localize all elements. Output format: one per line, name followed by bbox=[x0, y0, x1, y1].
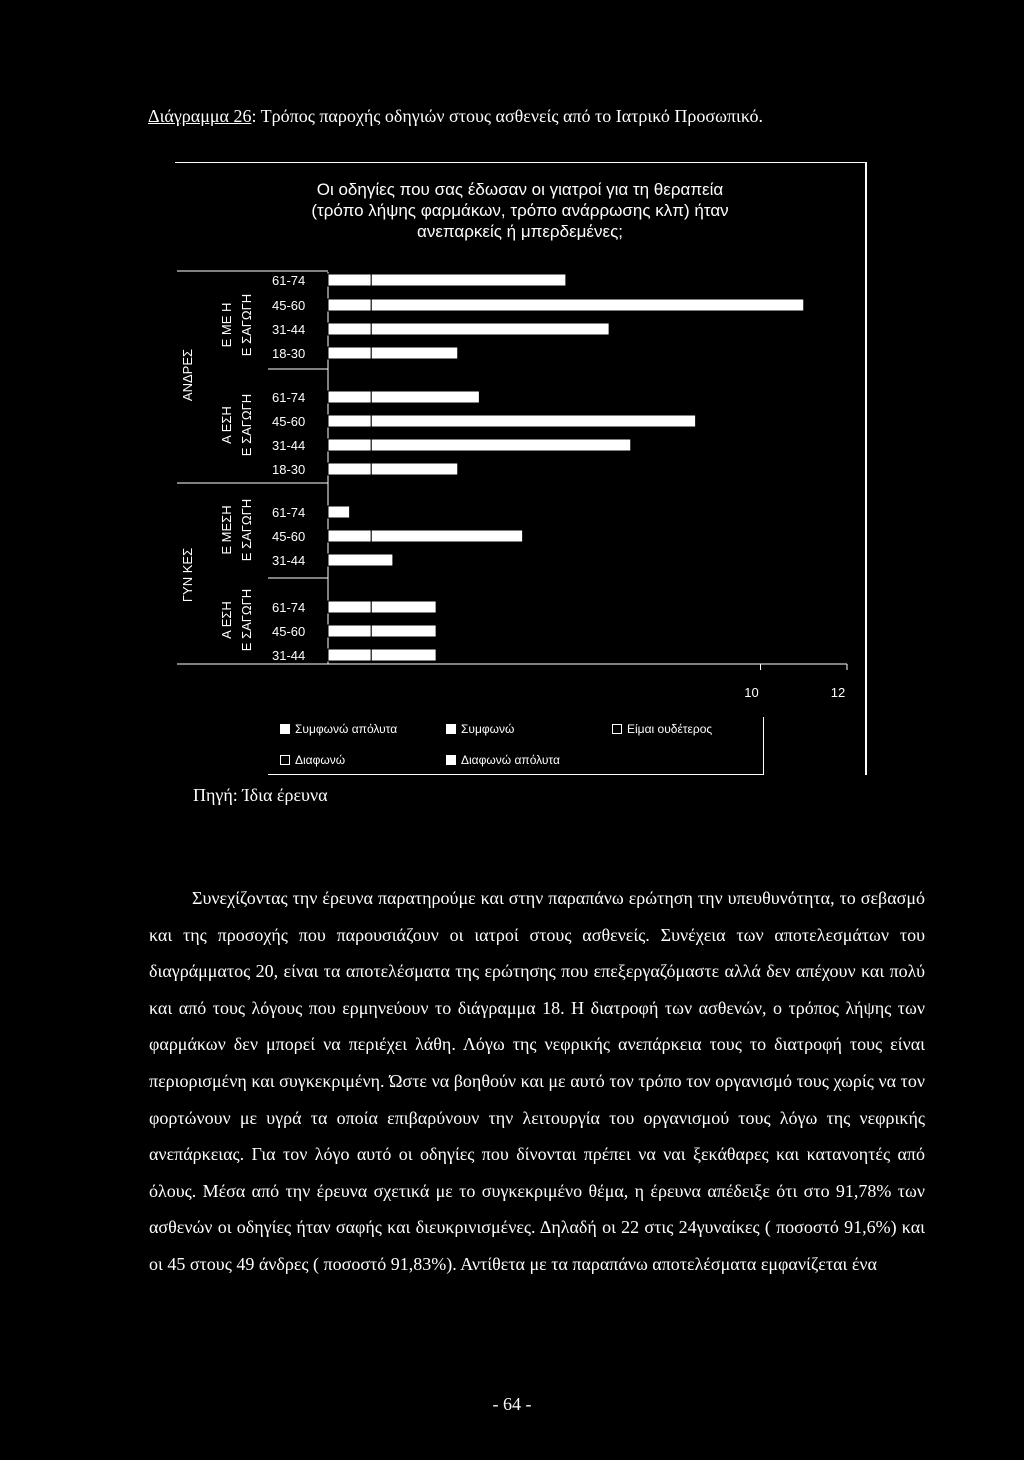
subgroup-label: Ε ΜΕ Η bbox=[219, 302, 234, 348]
category-label: 45-60 bbox=[272, 298, 306, 313]
subgroup-label: Ε ΣΑΓΩΓΗ bbox=[239, 293, 254, 357]
category-label: 61-74 bbox=[272, 273, 306, 288]
bar-segment bbox=[328, 347, 371, 359]
bar-segment bbox=[328, 554, 393, 566]
category-label: 31-44 bbox=[272, 553, 306, 568]
x-tick-label: 12 bbox=[830, 685, 846, 700]
category-label: 31-44 bbox=[272, 322, 306, 337]
category-label: 18-30 bbox=[272, 462, 306, 477]
category-label: 45-60 bbox=[272, 529, 306, 544]
bar-segment bbox=[371, 299, 804, 311]
bar-segment bbox=[328, 323, 371, 335]
bar-segment bbox=[371, 625, 436, 637]
bar-segment bbox=[371, 274, 566, 286]
subgroup-label: Ε ΣΑΓΩΓΗ bbox=[239, 393, 254, 457]
source-note: Πηγή: Ίδια έρευνα bbox=[193, 785, 328, 805]
subgroup-label: Α ΕΣΗ bbox=[219, 601, 234, 639]
legend-swatch-icon bbox=[280, 755, 290, 765]
legend-item bbox=[280, 722, 397, 736]
category-label: 61-74 bbox=[272, 390, 306, 405]
category-label: 31-44 bbox=[272, 648, 306, 663]
legend-swatch-icon bbox=[446, 724, 456, 734]
category-label: 45-60 bbox=[272, 414, 306, 429]
bar-segment bbox=[371, 530, 522, 542]
category-label: 61-74 bbox=[272, 600, 306, 615]
bar-segment bbox=[328, 274, 371, 286]
bar-segment bbox=[371, 649, 436, 661]
bar-segment bbox=[328, 601, 371, 613]
figure-caption-text: : Τρόπος παροχής οδηγιών στους ασθενείς από το Ιατρικό Προσωπικό. bbox=[251, 106, 764, 126]
chart-title-line: Οι οδηγίες που σας έδωσαν οι γιατροί για τη θεραπεία bbox=[316, 180, 724, 199]
legend-swatch-icon bbox=[612, 724, 622, 734]
bar-segment bbox=[371, 391, 479, 403]
bar-segment bbox=[328, 649, 371, 661]
bar-segment bbox=[328, 439, 371, 451]
page-number: - 64 - bbox=[492, 1394, 532, 1414]
chart-title-line: ανεπαρκείς ή μπερδεμένες; bbox=[416, 222, 624, 241]
subgroup-label: Α ΕΣΗ bbox=[219, 406, 234, 444]
bar-segment bbox=[328, 391, 371, 403]
legend-item bbox=[446, 753, 560, 767]
category-label: 45-60 bbox=[272, 624, 306, 639]
x-tick-label: 10 bbox=[744, 685, 759, 700]
bar-segment bbox=[328, 506, 350, 518]
legend-swatch-icon bbox=[446, 755, 456, 765]
subgroup-label: Ε ΜΕΣΗ bbox=[219, 505, 234, 555]
bar-segment bbox=[328, 299, 371, 311]
bar-segment bbox=[328, 415, 371, 427]
category-label: 61-74 bbox=[272, 505, 306, 520]
chart-legend bbox=[268, 717, 764, 775]
legend-label: Είμαι ουδέτερος bbox=[627, 722, 713, 736]
bar-segment bbox=[371, 463, 458, 475]
subgroup-label: Ε ΣΑΓΩΓΗ bbox=[239, 588, 254, 652]
legend-label: Διαφωνώ bbox=[295, 753, 346, 767]
legend-label: Συμφωνώ απόλυτα bbox=[295, 722, 398, 736]
bar-segment bbox=[328, 530, 371, 542]
legend-label: Διαφωνώ απόλυτα bbox=[461, 753, 560, 767]
group-label: ΑΝΔΡΕΣ bbox=[180, 348, 195, 402]
legend-item bbox=[280, 753, 345, 767]
category-label: 31-44 bbox=[272, 438, 306, 453]
legend-item bbox=[612, 722, 712, 736]
bar-segment bbox=[371, 347, 458, 359]
paragraph: Συνεχίζοντας την έρευνα παρατηρούμε και στην παραπάνω ερώτηση την υπευθυνότητα, το σεβασμό και της προσοχής που παρουσιάζουν οι ιατροί στους ασθενείς. Συνέχεια των αποτελεσμάτων του διαγράμματος 20, είναι τα αποτελέσματα της ερώτησης που επεξεργαζόμαστε αλλά δεν απέχουν και πολύ και από τους λόγους που ερμηνεύουν το διάγραμμα 18. Η διατροφή των ασθενών, ο τρόπος λήψης των φαρμάκων δεν μπορεί να περιέχει λάθη. Λόγω της νεφρικής ανεπάρκεια τους το διατροφή τους είναι περιορισμένη και συγκεκριμένη. Ώστε να βοηθούν και με αυτό τον τρόπο τον οργανισμό τους χωρίς να τον φορτώνουν με υγρά τα οποία επιβαρύνουν την λειτουργία του οργανισμού τους λόγω της νεφρικής ανεπάρκειας. Για τον λόγο αυτό οι οδηγίες που δίνονται πρέπει να ναι ξεκάθαρες και κατανοητές από όλους. Μέσα από την έρευνα σχετικά με το συγκεκριμένο θέμα, η έρευνα απέδειξε ότι στο 91,78% των ασθενών οι οδηγίες ήταν σαφής και διευκρινισμένες. Δηλαδή οι 22 στις 24γυναίκες ( ποσοστό 91,6%) και οι 45 στους 49 άνδρες ( ποσοστό 91,83%). Αντίθετα με τα παραπάνω αποτελέσματα εμφανίζεται ένα bbox=[149, 888, 925, 1274]
subgroup-label: Ε ΣΑΓΩΓΗ bbox=[239, 498, 254, 562]
bar-segment bbox=[371, 415, 695, 427]
legend-item bbox=[446, 722, 514, 736]
figure-number: Διάγραμμα 26 bbox=[148, 106, 252, 126]
bar-segment bbox=[371, 601, 436, 613]
group-label: ΓΥΝ ΚΕΣ bbox=[180, 547, 195, 603]
body-text bbox=[149, 880, 925, 1283]
bar-segment bbox=[371, 323, 609, 335]
bar-segment bbox=[328, 625, 371, 637]
category-label: 18-30 bbox=[272, 346, 306, 361]
bar-segment bbox=[328, 463, 371, 475]
legend-swatch-icon bbox=[280, 724, 290, 734]
chart-title-line: (τρόπο λήψης φαρμάκων, τρόπο ανάρρωσης κλπ) ήταν bbox=[311, 201, 729, 220]
legend-label: Συμφωνώ bbox=[461, 722, 515, 736]
bar-segment bbox=[371, 439, 631, 451]
